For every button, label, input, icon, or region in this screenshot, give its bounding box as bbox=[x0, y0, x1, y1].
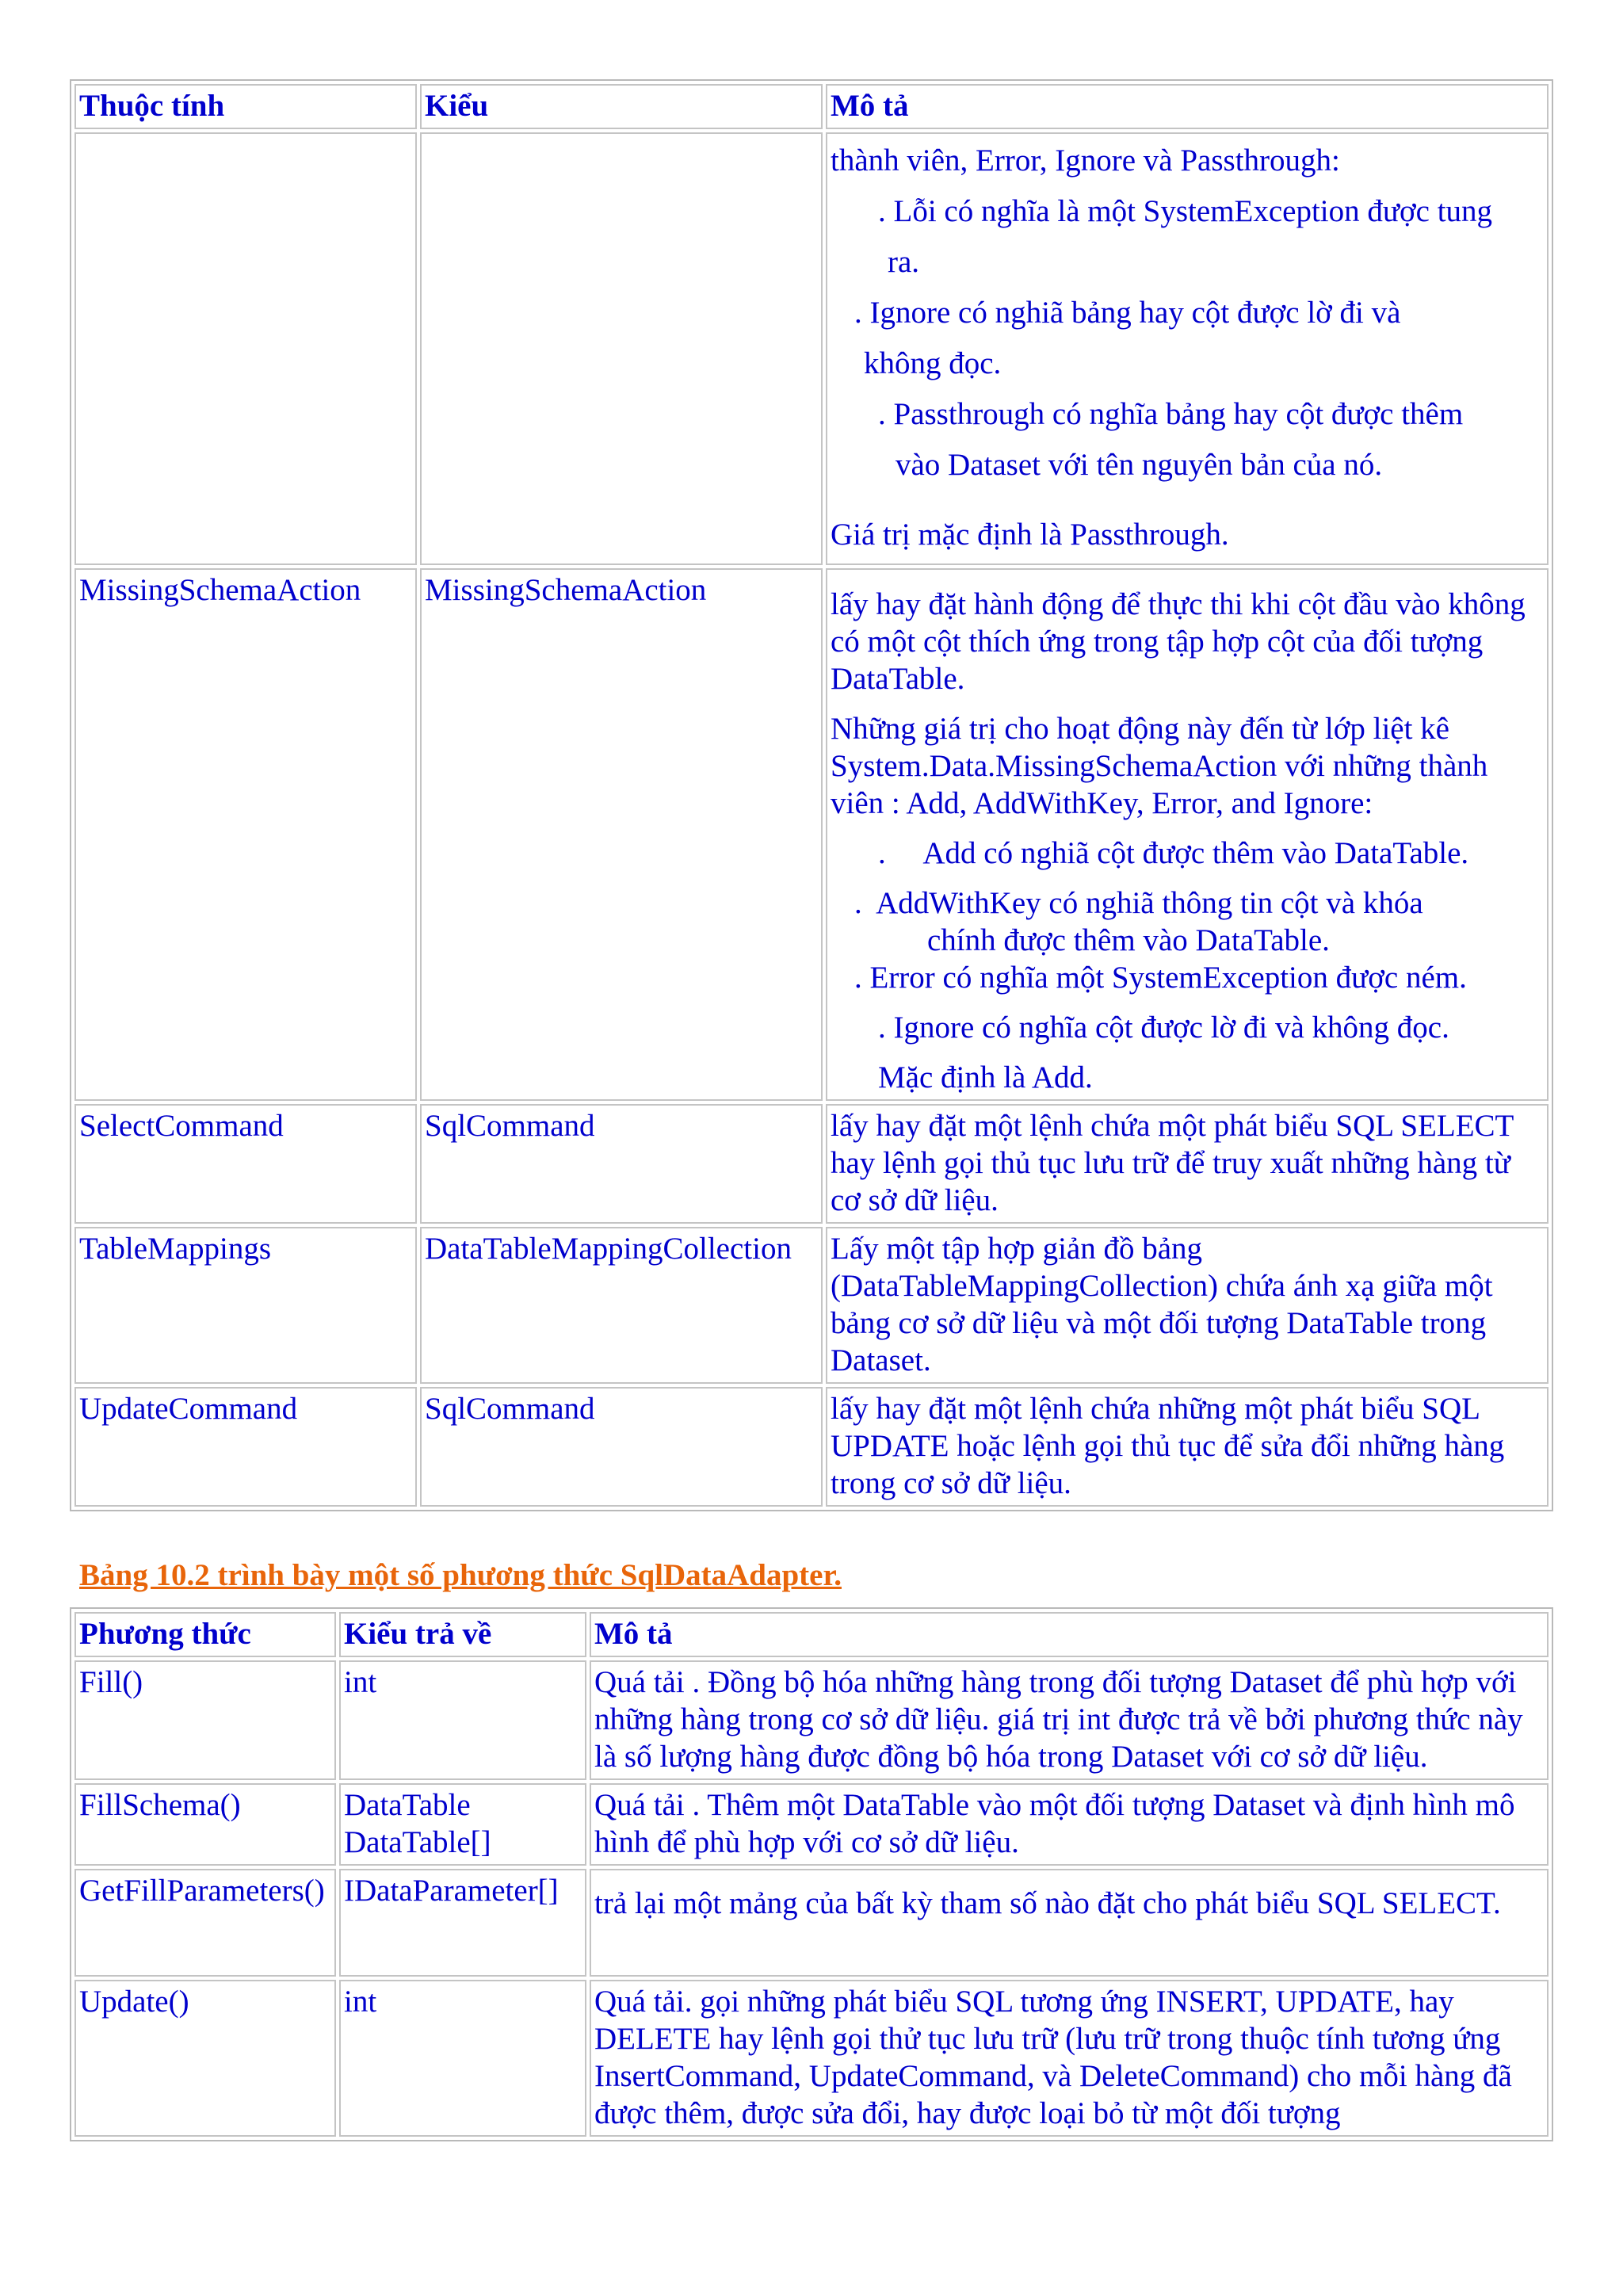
property-cell: TableMappings bbox=[74, 1227, 417, 1384]
return-type-line: DataTable bbox=[344, 1788, 471, 1822]
property-cell: SelectCommand bbox=[74, 1104, 417, 1224]
description-cell: Quá tải . Thêm một DataTable vào một đối tượng Dataset và định hình mô hình để phù hợp với cơ sở dữ liệu. bbox=[590, 1783, 1549, 1866]
description-cell: lấy hay đặt một lệnh chứa những một phát biểu SQL UPDATE hoặc lệnh gọi thủ tục để sửa đổi những hàng trong cơ sở dữ liệu. bbox=[826, 1387, 1549, 1507]
desc-line: . Ignore có nghĩa cột được lờ đi và không đọc. bbox=[878, 1010, 1449, 1045]
description-cell: trả lại một mảng của bất kỳ tham số nào đặt cho phát biểu SQL SELECT. bbox=[590, 1869, 1549, 1977]
return-type-cell: IDataParameter[] bbox=[339, 1869, 586, 1977]
desc-paragraph: lấy hay đặt hành động để thực thi khi cột đầu vào không có một cột thích ứng trong tập hợp cột của đối tượng DataTable. bbox=[831, 587, 1526, 696]
method-cell: GetFillParameters() bbox=[74, 1869, 336, 1977]
header-description: Mô tả bbox=[590, 1612, 1549, 1657]
description-cell: Quá tải. gọi những phát biểu SQL tương ứng INSERT, UPDATE, hay DELETE hay lệnh gọi thử tục lưu trữ (lưu trữ trong thuộc tính tương ứng InsertCommand, UpdateCommand, và DeleteCommand) cho mỗi hàng đã được thêm, được sửa đổi, hay được loại bỏ từ một đối tượng bbox=[590, 1980, 1549, 2137]
desc-line: ra. bbox=[888, 245, 920, 279]
desc-line: chính được thêm vào DataTable. bbox=[927, 923, 1330, 957]
description-cell bbox=[826, 132, 1549, 565]
table-row bbox=[74, 132, 1549, 565]
desc-line: Giá trị mặc định là Passthrough. bbox=[831, 518, 1229, 552]
property-cell: MissingSchemaAction bbox=[74, 568, 417, 1101]
spacer bbox=[831, 491, 1544, 510]
desc-line: . Passthrough có nghĩa bảng hay cột được thêm bbox=[878, 397, 1464, 431]
desc-line: . Ignore có nghiã bảng hay cột được lờ đi và bbox=[854, 296, 1401, 330]
property-cell: UpdateCommand bbox=[74, 1387, 417, 1507]
type-cell: DataTableMappingCollection bbox=[420, 1227, 823, 1384]
table-header-row bbox=[74, 1612, 1549, 1657]
return-type-cell bbox=[339, 1783, 586, 1866]
return-type-cell: int bbox=[339, 1980, 586, 2137]
property-cell bbox=[74, 132, 417, 565]
desc-line: . Lỗi có nghĩa là một SystemException được tung bbox=[878, 194, 1493, 228]
table-row bbox=[74, 1387, 1549, 1507]
desc-line: . Error có nghĩa một SystemException được ném. bbox=[854, 961, 1467, 995]
type-cell: SqlCommand bbox=[420, 1387, 823, 1507]
methods-table bbox=[70, 1607, 1553, 2141]
type-cell: MissingSchemaAction bbox=[420, 568, 823, 1101]
type-cell bbox=[420, 132, 823, 565]
table-caption-link[interactable]: Bảng 10.2 trình bày một số phương thức SqlDataAdapter. bbox=[79, 1558, 842, 1592]
description-cell bbox=[826, 568, 1549, 1101]
method-cell: Update() bbox=[74, 1980, 336, 2137]
return-type-cell: int bbox=[339, 1660, 586, 1780]
properties-table bbox=[70, 79, 1553, 1511]
method-cell: Fill() bbox=[74, 1660, 336, 1780]
table-row bbox=[74, 1980, 1549, 2137]
table-header-row bbox=[74, 84, 1549, 129]
table-row bbox=[74, 1104, 1549, 1224]
header-method: Phương thức bbox=[74, 1612, 336, 1657]
table-row bbox=[74, 1869, 1549, 1977]
desc-line: . Add có nghiã cột được thêm vào DataTable. bbox=[878, 836, 1469, 870]
desc-line: . AddWithKey có nghiã thông tin cột và khóa bbox=[854, 886, 1423, 920]
table-row bbox=[74, 1660, 1549, 1780]
desc-line: thành viên, Error, Ignore và Passthrough: bbox=[831, 143, 1340, 178]
return-type-line: DataTable[] bbox=[344, 1825, 491, 1859]
description-cell: Lấy một tập hợp giản đồ bảng (DataTableMappingCollection) chứa ánh xạ giữa một bảng cơ sở dữ liệu và một đối tượng DataTable trong Dataset. bbox=[826, 1227, 1549, 1384]
desc-line: vào Dataset với tên nguyên bản của nó. bbox=[896, 448, 1383, 482]
header-type: Kiểu bbox=[420, 84, 823, 129]
header-return-type: Kiểu trả về bbox=[339, 1612, 586, 1657]
method-cell: FillSchema() bbox=[74, 1783, 336, 1866]
desc-line: không đọc. bbox=[864, 346, 1002, 380]
description-cell: lấy hay đặt một lệnh chứa một phát biểu SQL SELECT hay lệnh gọi thủ tục lưu trữ để truy xuất những hàng từ cơ sở dữ liệu. bbox=[826, 1104, 1549, 1224]
table-row bbox=[74, 1783, 1549, 1866]
table-row bbox=[74, 1227, 1549, 1384]
header-property: Thuộc tính bbox=[74, 84, 417, 129]
header-description: Mô tả bbox=[826, 84, 1549, 129]
description-cell: Quá tải . Đồng bộ hóa những hàng trong đối tượng Dataset để phù hợp với những hàng trong cơ sở dữ liệu. giá trị int được trả về bởi phương thức này là số lượng hàng được đồng bộ hóa trong Dataset với cơ sở dữ liệu. bbox=[590, 1660, 1549, 1780]
table-row bbox=[74, 568, 1549, 1101]
type-cell: SqlCommand bbox=[420, 1104, 823, 1224]
desc-paragraph: Những giá trị cho hoạt động này đến từ lớp liệt kê System.Data.MissingSchemaAction với những thành viên : Add, AddWithKey, Error, and Ignore: bbox=[831, 712, 1488, 820]
desc-line: Mặc định là Add. bbox=[878, 1060, 1093, 1095]
